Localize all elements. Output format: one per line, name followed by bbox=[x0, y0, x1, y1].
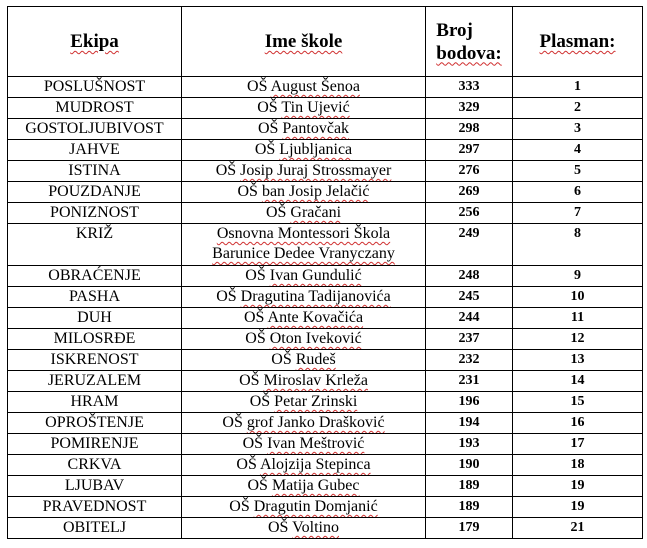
rank-cell: 21 bbox=[513, 518, 643, 539]
school-name: Ante Kovačića bbox=[267, 309, 364, 326]
rank-cell: 2 bbox=[513, 98, 643, 119]
points-cell: 179 bbox=[426, 518, 513, 539]
school-prefix: OŠ bbox=[254, 141, 276, 158]
school-cell bbox=[182, 119, 426, 140]
rank-cell: 14 bbox=[513, 371, 643, 392]
team-cell: OBITELJ bbox=[8, 518, 182, 539]
team-cell: KRIŽ bbox=[8, 224, 182, 266]
rank-cell: 5 bbox=[513, 161, 643, 182]
school-prefix: OŠ bbox=[243, 309, 265, 326]
header-row bbox=[8, 7, 643, 77]
rank-cell: 11 bbox=[513, 308, 643, 329]
table-row bbox=[8, 497, 643, 518]
team-cell: ISKRENOST bbox=[8, 350, 182, 371]
team-cell: DUH bbox=[8, 308, 182, 329]
rank-cell: 19 bbox=[513, 476, 643, 497]
points-cell: 196 bbox=[426, 392, 513, 413]
table-row bbox=[8, 392, 643, 413]
school-prefix: OŠ bbox=[242, 435, 264, 452]
school-prefix: OŠ bbox=[247, 78, 268, 95]
table-row bbox=[8, 434, 643, 455]
team-cell: HRAM bbox=[8, 392, 182, 413]
school-name: Miroslav Krleža bbox=[263, 372, 368, 389]
table-row bbox=[8, 308, 643, 329]
school-name: Matija Gubec bbox=[271, 477, 360, 494]
school-cell bbox=[182, 182, 426, 203]
school-prefix: OŠ bbox=[271, 351, 292, 368]
table-row bbox=[8, 350, 643, 371]
team-cell: JERUZALEM bbox=[8, 371, 182, 392]
points-cell: 269 bbox=[426, 182, 513, 203]
school-cell bbox=[182, 350, 426, 371]
school-cell bbox=[182, 434, 426, 455]
school-name: grof Janko Drašković bbox=[246, 414, 385, 431]
team-cell: POUZDANJE bbox=[8, 182, 182, 203]
table-row bbox=[8, 455, 643, 476]
school-name: Alojzija Stepinca bbox=[259, 456, 371, 473]
team-cell: GOSTOLJUBIVOST bbox=[8, 119, 182, 140]
school-cell bbox=[182, 497, 426, 518]
school-prefix: OŠ bbox=[247, 477, 268, 494]
school-name: ban Josip Jelačić bbox=[261, 183, 370, 200]
school-prefix: OŠ bbox=[268, 519, 289, 536]
team-cell: PONIZNOST bbox=[8, 203, 182, 224]
points-cell: 232 bbox=[426, 350, 513, 371]
school-name: Ivan Meštrović bbox=[267, 435, 365, 452]
rank-cell: 1 bbox=[513, 77, 643, 98]
school-name: Gračani bbox=[290, 204, 342, 221]
school-name: Josip Juraj Strossmayer bbox=[240, 162, 392, 179]
header-points-line1: Broj bbox=[436, 19, 473, 41]
table-row bbox=[8, 476, 643, 497]
school-name: Dragutin Domjanić bbox=[253, 498, 378, 515]
header-school bbox=[182, 7, 426, 77]
school-prefix: OŠ bbox=[265, 204, 287, 221]
school-prefix: OŠ bbox=[215, 162, 237, 179]
rank-cell: 18 bbox=[513, 455, 643, 476]
table-row bbox=[8, 203, 643, 224]
table-body bbox=[8, 77, 643, 539]
table-row bbox=[8, 98, 643, 119]
table-row bbox=[8, 77, 643, 98]
header-team bbox=[8, 7, 182, 77]
school-prefix: OŠ bbox=[249, 393, 271, 410]
rank-cell: 9 bbox=[513, 266, 643, 287]
table-row bbox=[8, 140, 643, 161]
rank-cell: 13 bbox=[513, 350, 643, 371]
school-cell bbox=[182, 77, 426, 98]
table-row bbox=[8, 371, 643, 392]
rank-cell: 15 bbox=[513, 392, 643, 413]
points-cell: 276 bbox=[426, 161, 513, 182]
table-row bbox=[8, 161, 643, 182]
table-row bbox=[8, 266, 643, 287]
school-name: Voltino bbox=[292, 519, 339, 536]
school-prefix: OŠ bbox=[245, 330, 266, 347]
points-cell: 329 bbox=[426, 98, 513, 119]
points-cell: 297 bbox=[426, 140, 513, 161]
points-cell: 298 bbox=[426, 119, 513, 140]
school-name: Oton Iveković bbox=[269, 330, 362, 347]
school-prefix: OŠ bbox=[216, 288, 237, 305]
school-line-2: Barunice Dedee Vranyczany bbox=[212, 245, 395, 262]
team-cell: POMIRENJE bbox=[8, 434, 182, 455]
team-cell: POSLUŠNOST bbox=[8, 77, 182, 98]
school-name: Ivan Gundulić bbox=[269, 267, 362, 284]
team-cell: MUDROST bbox=[8, 98, 182, 119]
points-cell: 189 bbox=[426, 476, 513, 497]
rank-cell: 12 bbox=[513, 329, 643, 350]
points-cell: 244 bbox=[426, 308, 513, 329]
points-cell: 237 bbox=[426, 329, 513, 350]
school-name: August Šenoa bbox=[270, 78, 360, 95]
school-prefix: OŠ bbox=[229, 498, 250, 515]
points-cell: 256 bbox=[426, 203, 513, 224]
rank-cell: 10 bbox=[513, 287, 643, 308]
rank-cell: 6 bbox=[513, 182, 643, 203]
school-cell bbox=[182, 413, 426, 434]
school-name: Pantovčak bbox=[282, 120, 350, 137]
points-cell: 248 bbox=[426, 266, 513, 287]
points-cell: 190 bbox=[426, 455, 513, 476]
school-cell bbox=[182, 140, 426, 161]
team-cell: PRAVEDNOST bbox=[8, 497, 182, 518]
team-cell: OBRAĆENJE bbox=[8, 266, 182, 287]
table-row bbox=[8, 119, 643, 140]
points-cell: 231 bbox=[426, 371, 513, 392]
school-prefix: OŠ bbox=[237, 183, 258, 200]
school-cell bbox=[182, 287, 426, 308]
header-rank-label: Plasman: bbox=[539, 31, 616, 52]
school-cell bbox=[182, 476, 426, 497]
table-row bbox=[8, 182, 643, 203]
school-cell bbox=[182, 308, 426, 329]
team-cell: ISTINA bbox=[8, 161, 182, 182]
school-prefix: OŠ bbox=[245, 267, 266, 284]
header-team-label: Ekipa bbox=[70, 31, 119, 52]
rank-cell: 7 bbox=[513, 203, 643, 224]
team-cell: CRKVA bbox=[8, 455, 182, 476]
table-row bbox=[8, 287, 643, 308]
header-rank bbox=[513, 7, 643, 77]
points-cell: 333 bbox=[426, 77, 513, 98]
table-row bbox=[8, 518, 643, 539]
rank-cell: 19 bbox=[513, 497, 643, 518]
school-name: Tin Ujević bbox=[281, 99, 350, 116]
rank-cell: 17 bbox=[513, 434, 643, 455]
team-cell: PASHA bbox=[8, 287, 182, 308]
header-school-label: Ime škole bbox=[264, 31, 343, 52]
school-name: Dragutina Tadijanovića bbox=[240, 288, 391, 305]
school-name: Rudeš bbox=[295, 351, 336, 368]
team-cell: LJUBAV bbox=[8, 476, 182, 497]
school-cell bbox=[182, 203, 426, 224]
points-cell: 194 bbox=[426, 413, 513, 434]
school-cell bbox=[182, 266, 426, 287]
school-name: Petar Zrinski bbox=[274, 393, 358, 410]
results-table bbox=[7, 6, 643, 539]
school-cell bbox=[182, 329, 426, 350]
school-cell bbox=[182, 371, 426, 392]
table-row bbox=[8, 413, 643, 434]
school-prefix: OŠ bbox=[222, 414, 243, 431]
points-cell: 189 bbox=[426, 497, 513, 518]
header-points-line2: bodova: bbox=[436, 42, 502, 64]
school-cell bbox=[182, 518, 426, 539]
school-prefix: OŠ bbox=[257, 99, 278, 116]
table-row bbox=[8, 329, 643, 350]
points-cell: 249 bbox=[426, 224, 513, 266]
school-prefix: OŠ bbox=[257, 120, 279, 137]
team-cell: JAHVE bbox=[8, 140, 182, 161]
rank-cell: 8 bbox=[513, 224, 643, 266]
school-name: Ljubljanica bbox=[279, 141, 353, 158]
rank-cell: 3 bbox=[513, 119, 643, 140]
school-prefix: OŠ bbox=[239, 372, 260, 389]
team-cell: MILOSRĐE bbox=[8, 329, 182, 350]
school-cell bbox=[182, 392, 426, 413]
school-cell bbox=[182, 224, 426, 266]
school-cell bbox=[182, 455, 426, 476]
points-cell: 193 bbox=[426, 434, 513, 455]
school-cell bbox=[182, 161, 426, 182]
points-cell: 245 bbox=[426, 287, 513, 308]
school-cell bbox=[182, 98, 426, 119]
rank-cell: 4 bbox=[513, 140, 643, 161]
team-cell: OPROŠTENJE bbox=[8, 413, 182, 434]
school-line-1: Osnovna Montessori Škola bbox=[216, 225, 391, 242]
school-prefix: OŠ bbox=[236, 456, 257, 473]
header-points bbox=[426, 7, 513, 77]
table-row bbox=[8, 224, 643, 266]
rank-cell: 16 bbox=[513, 413, 643, 434]
